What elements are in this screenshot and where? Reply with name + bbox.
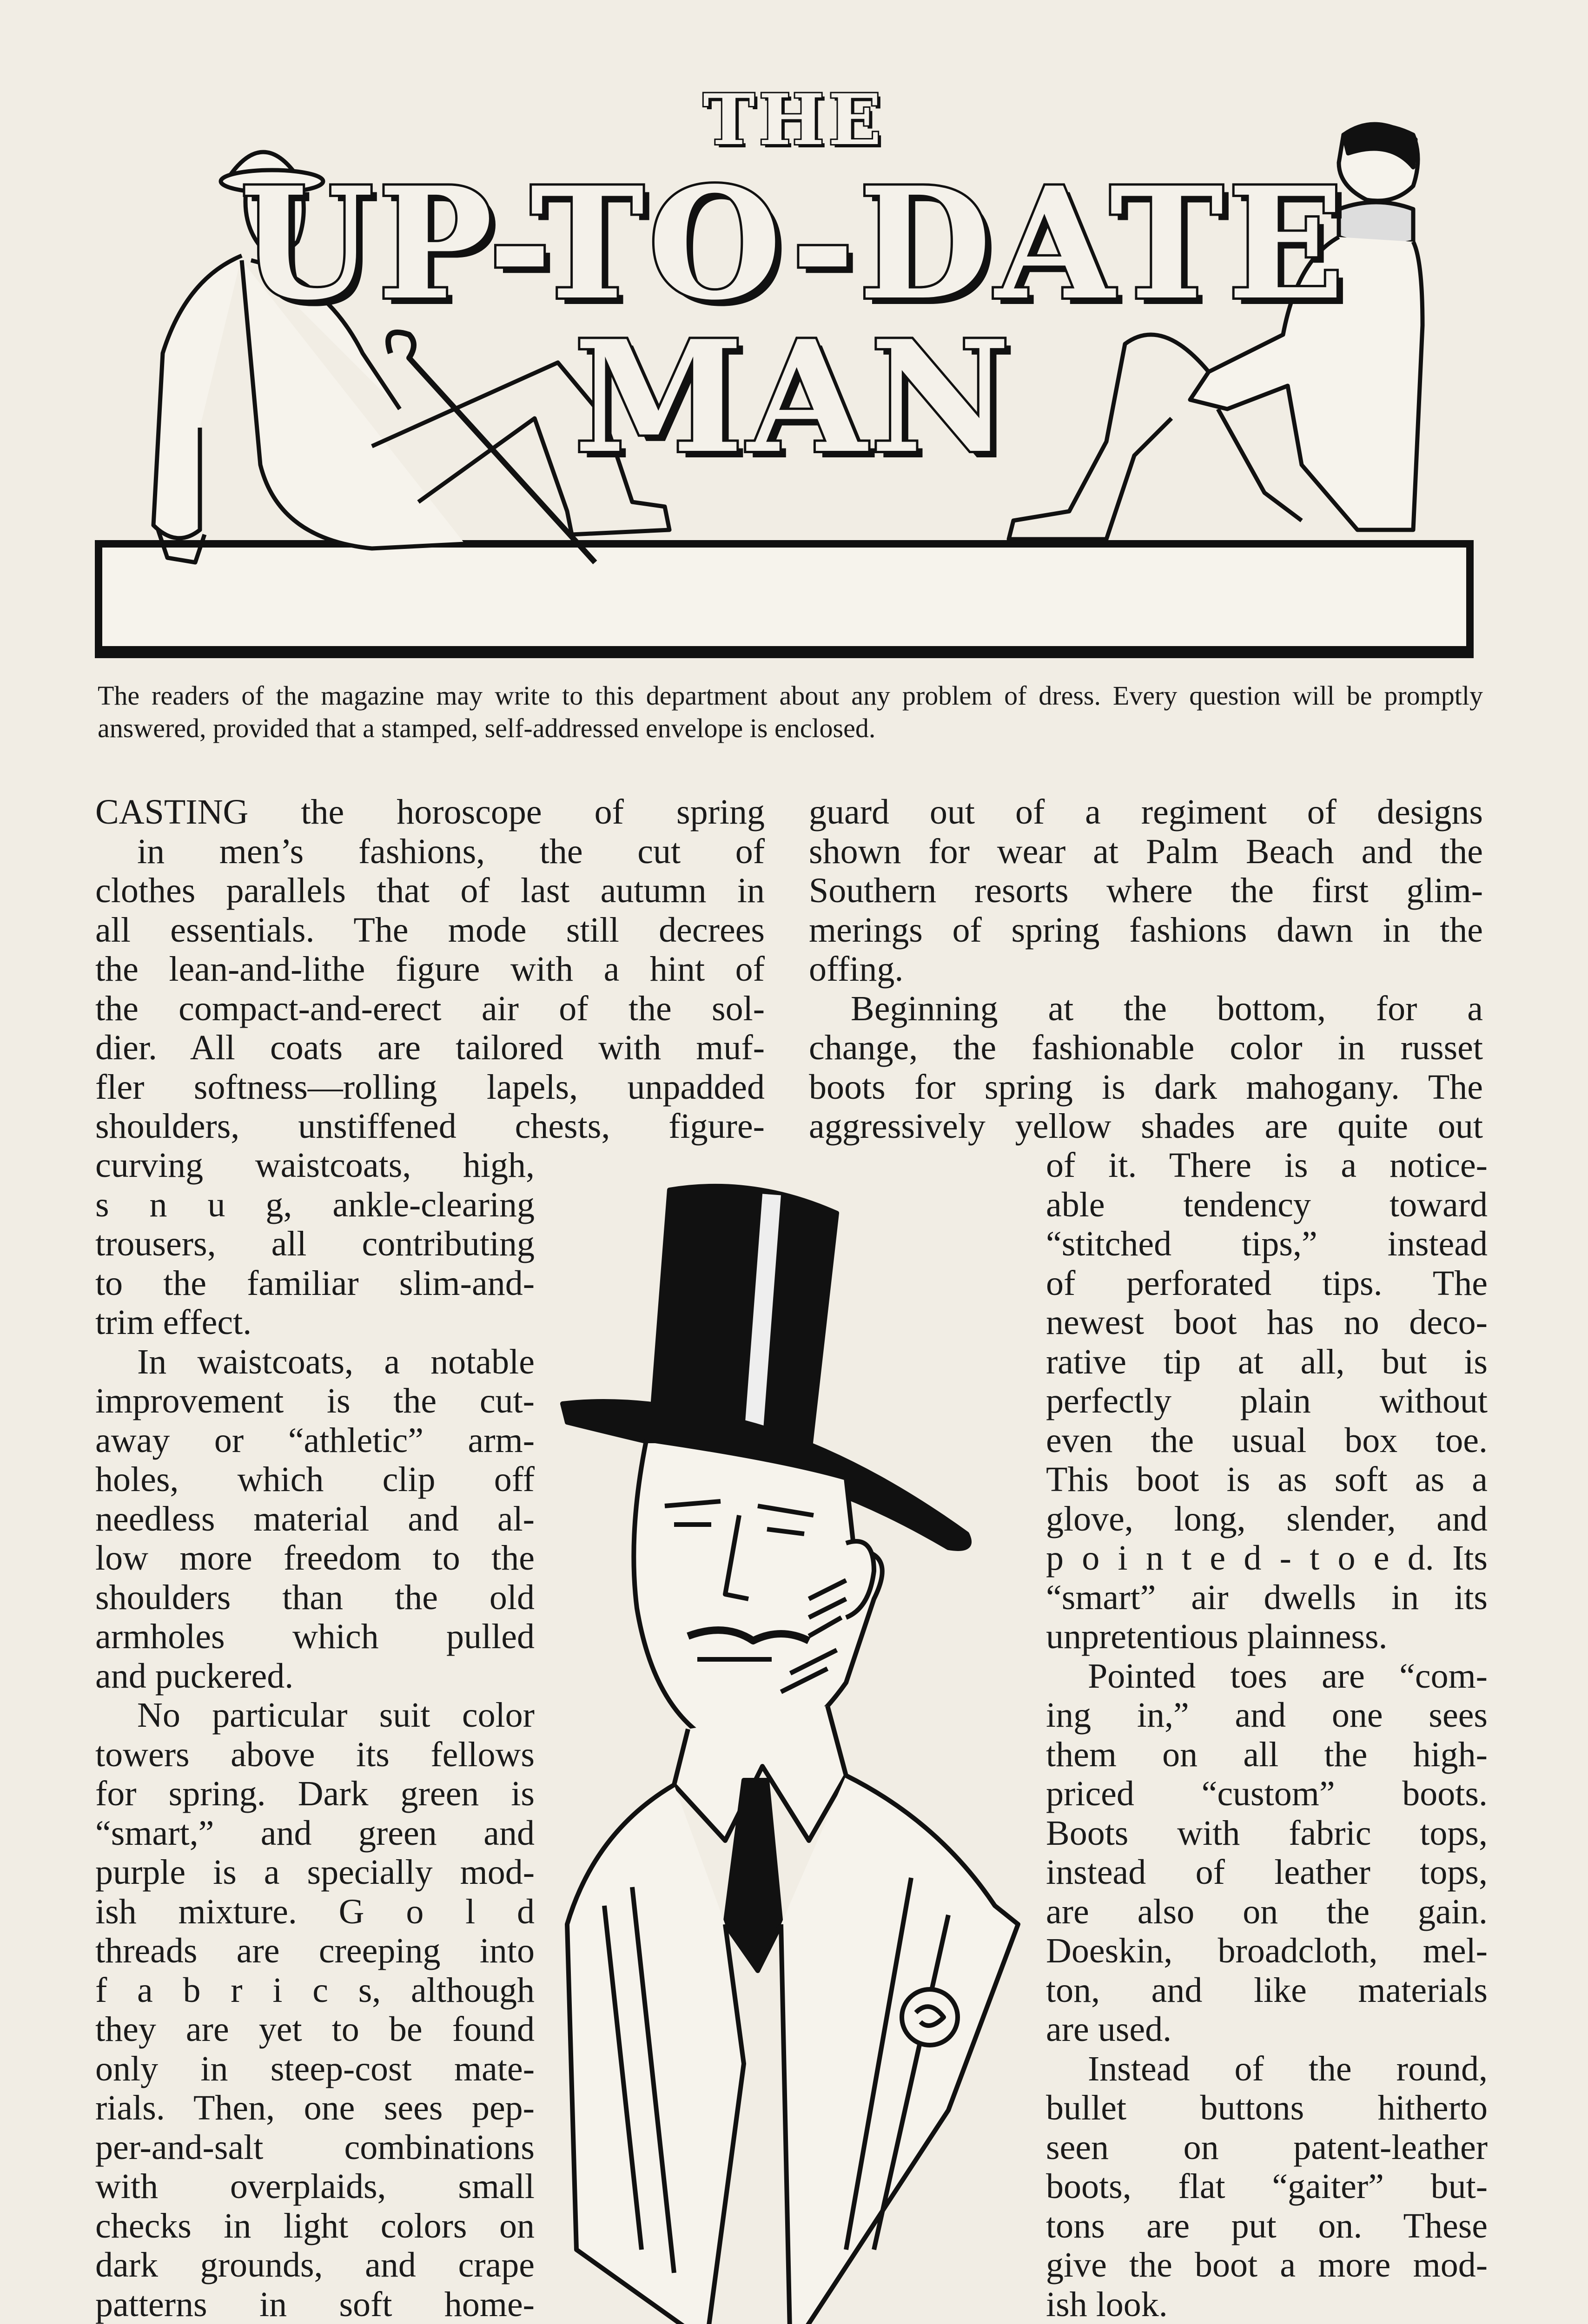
text-line: perfectly plain without (1046, 1381, 1488, 1420)
title-man: MAN (574, 307, 1014, 487)
text-line: in men’s fashions, the cut of (137, 832, 765, 871)
text-line: patterns in soft home- (95, 2284, 535, 2324)
text-line: Pointed toes are “com- (1088, 1656, 1488, 1696)
text-line: towers above its fellows (95, 1735, 535, 1774)
text-line: improvement is the cut- (95, 1381, 535, 1420)
text-line: armholes which pulled (95, 1617, 535, 1656)
text-line: the compact-and-erect air of the sol- (95, 989, 765, 1028)
text-line: of perforated tips. The (1046, 1263, 1488, 1303)
text-line: ton, and like materials (1046, 1970, 1488, 2010)
column-2-upper (809, 792, 1483, 1146)
text-line: dark grounds, and crape (95, 2245, 535, 2284)
text-line: threads are creeping into (95, 1931, 535, 1970)
text-line: In waistcoats, a notable (137, 1342, 535, 1381)
text-line: priced “custom” boots. (1046, 1774, 1488, 1813)
text-line: change, the fashionable color in russet (809, 1028, 1483, 1067)
text-line: of it. There is a notice- (1046, 1146, 1488, 1185)
text-line: and puckered. (95, 1656, 294, 1696)
text-line: No particular suit color (137, 1696, 535, 1735)
text-line: guard out of a regiment of designs (809, 792, 1483, 832)
text-line: p o i n t e d - t o e d. Its (1046, 1538, 1488, 1578)
text-line: the lean-and-lithe figure with a hint of (95, 950, 765, 989)
text-line: away or “athletic” arm- (95, 1420, 535, 1460)
column-2-lower (1046, 1146, 1488, 2324)
text-line: even the usual box toe. (1046, 1420, 1488, 1460)
text-line: Southern resorts where the first glim- (809, 871, 1483, 910)
text-line: fler softness—rolling lapels, unpadded (95, 1067, 765, 1107)
text-line: Beginning at the bottom, for a (851, 989, 1483, 1028)
text-line: s n u g, ankle-clearing (95, 1185, 535, 1224)
text-line: give the boot a more mod- (1046, 2245, 1488, 2284)
text-line: able tendency toward (1046, 1185, 1488, 1224)
text-line: Boots with fabric tops, (1046, 1813, 1488, 1853)
text-line: dier. All coats are tailored with muf- (95, 1028, 765, 1067)
text-line: Doeskin, broadcloth, mel- (1046, 1931, 1488, 1970)
text-line: only in steep-cost mate- (95, 2049, 535, 2088)
text-line: “smart,” and green and (95, 1813, 535, 1853)
text-line: boots, flat “gaiter” but- (1046, 2167, 1488, 2206)
text-line: ish mixture. G o l d (95, 1892, 535, 1931)
afternoon-dress-illustration (549, 1181, 1041, 2324)
text-line: offing. (809, 950, 904, 989)
text-line: checks in light colors on (95, 2206, 535, 2245)
text-line: Instead of the round, (1088, 2049, 1488, 2088)
bench-box (99, 544, 1470, 654)
text-line: seen on patent-leather (1046, 2127, 1488, 2167)
text-line: bullet buttons hitherto (1046, 2088, 1488, 2127)
text-line: per-and-salt combinations (95, 2127, 535, 2167)
title-the: THE (703, 79, 885, 161)
column-1-lower (95, 1146, 535, 2324)
text-line: boots for spring is dark mahogany. The (809, 1067, 1483, 1107)
title-up-to-date: UP-TO-DATE (240, 153, 1348, 334)
text-line: “smart” air dwells in its (1046, 1578, 1488, 1617)
text-line: tons are put on. These (1046, 2206, 1488, 2245)
text-line: clothes parallels that of last autumn in (95, 871, 765, 910)
text-line: curving waistcoats, high, (95, 1146, 535, 1185)
text-line: for spring. Dark green is (95, 1774, 535, 1813)
text-line: holes, which clip off (95, 1460, 535, 1499)
text-line: low more freedom to the (95, 1538, 535, 1578)
text-line: trousers, all contributing (95, 1224, 535, 1263)
text-line: unpretentious plainness. (1046, 1617, 1388, 1656)
text-line: rative tip at all, but is (1046, 1342, 1488, 1381)
text-line: shoulders, unstiffened chests, figure- (95, 1107, 765, 1146)
text-line: glove, long, slender, and (1046, 1499, 1488, 1538)
text-line: “stitched tips,” instead (1046, 1224, 1488, 1263)
text-line: are also on the gain. (1046, 1892, 1488, 1931)
text-line: shoulders than the old (95, 1578, 535, 1617)
text-line: they are yet to be found (95, 2010, 535, 2049)
text-line: needless material and al- (95, 1499, 535, 1538)
text-line: shown for wear at Palm Beach and the (809, 832, 1483, 871)
text-line: ish look. (1046, 2284, 1168, 2324)
text-line: are used. (1046, 2010, 1172, 2049)
text-line: ing in,” and one sees (1046, 1696, 1488, 1735)
reader-notice: The readers of the magazine may write to this department about any problem of dress. Every question will be promptly answered, provided that a stamped, self-addressed envelope is enclosed. (98, 680, 1483, 743)
text-line: rials. Then, one sees pep- (95, 2088, 535, 2127)
column-1-upper (95, 792, 765, 1146)
text-line: newest boot has no deco- (1046, 1303, 1488, 1342)
text-line: merings of spring fashions dawn in the (809, 910, 1483, 950)
text-line: trim effect. (95, 1303, 252, 1342)
text-line: with overplaids, small (95, 2167, 535, 2206)
text-line: CASTING the horoscope of spring (95, 792, 765, 832)
text-line: aggressively yellow shades are quite out (809, 1107, 1483, 1146)
text-line: them on all the high- (1046, 1735, 1488, 1774)
text-line: all essentials. The mode still decrees (95, 910, 765, 950)
text-line: f a b r i c s, although (95, 1970, 535, 2010)
text-line: to the familiar slim-and- (95, 1263, 535, 1303)
text-line: instead of leather tops, (1046, 1853, 1488, 1892)
text-line: purple is a specially mod- (95, 1853, 535, 1892)
text-line: This boot is as soft as a (1046, 1460, 1488, 1499)
